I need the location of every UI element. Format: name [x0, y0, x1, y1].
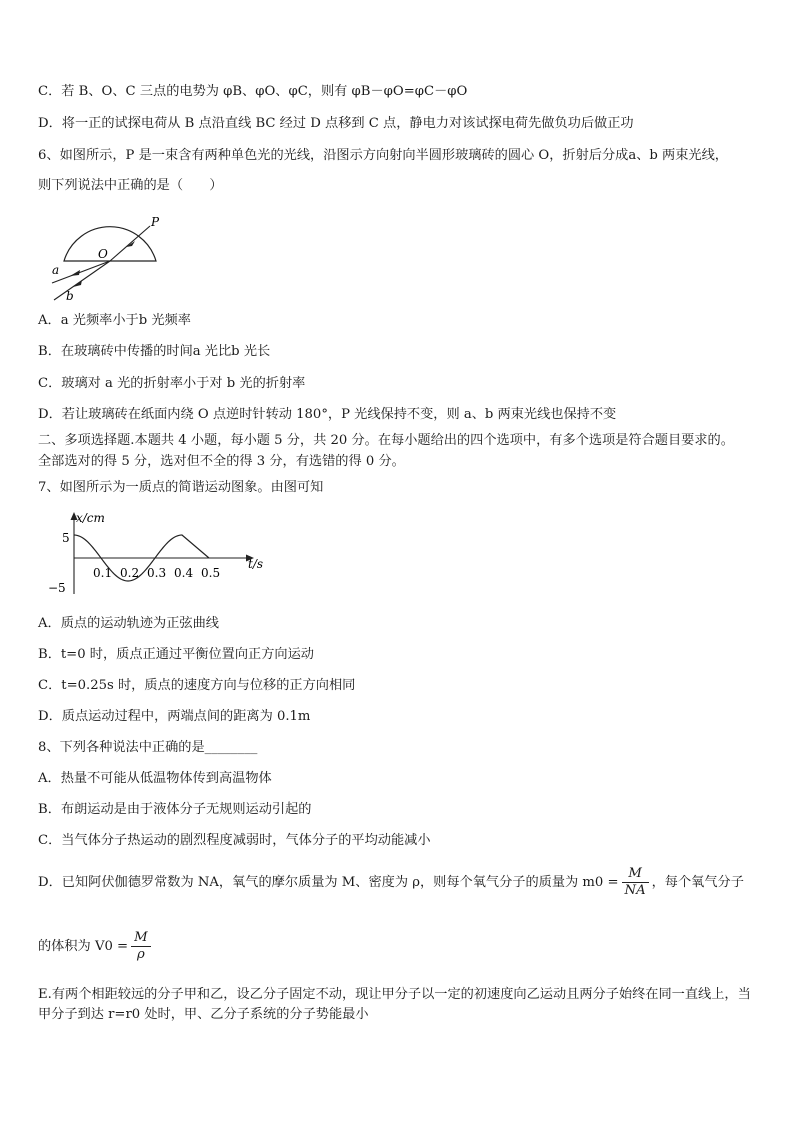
- y-tick-neg5: −5: [48, 581, 66, 595]
- semicircle-glass: [64, 227, 156, 261]
- q7-shm-chart: [40, 506, 280, 602]
- x-tick-0.4: 0.4: [174, 566, 194, 580]
- label-b: b: [66, 289, 74, 303]
- frac2-numerator: M: [131, 930, 151, 947]
- x-axis-label: t/s: [248, 557, 264, 571]
- q6-option-a: A．a 光频率小于b 光频率: [38, 313, 191, 328]
- q8-option-e: E.有两个相距较远的分子甲和乙，设乙分子固定不动，现让甲分子以一定的初速度向乙运动且两分子始终在同一直线上，当甲分子到达 r=r0 处时，甲、乙分子系统的分子势能最小: [38, 987, 751, 1023]
- q6-stem-line1: 6、如图所示，P 是一束含有两种单色光的光线，沿图示方向射向半圆形玻璃砖的圆心 O，折射后分成a、b 两束光线，: [38, 148, 728, 163]
- q7-option-a: A．质点的运动轨迹为正弦曲线: [38, 616, 219, 631]
- frac1-denominator: NA: [624, 882, 646, 898]
- q6-option-c: C．玻璃对 a 光的折射率小于对 b 光的折射率: [38, 376, 306, 391]
- q8-option-a: A．热量不可能从低温物体传到高温物体: [38, 771, 272, 786]
- y-tick-5: 5: [62, 531, 70, 545]
- q8-option-d-text1: D．已知阿伏伽德罗常数为 NA，氧气的摩尔质量为 M、密度为 ρ，则每个氧气分子的质量为 m0 =: [38, 874, 619, 890]
- q7-stem: 7、如图所示为一质点的简谐运动图象。由图可知: [38, 480, 324, 495]
- ray-a-arrow: [70, 270, 80, 276]
- fraction-m-over-rho: [131, 930, 151, 963]
- frac1-numerator: M: [622, 866, 649, 883]
- section-2-scoring: 全部选对的得 5 分，选对但不全的得 3 分，有选错的得 0 分。: [38, 454, 405, 469]
- q8-stem: 8、下列各种说法中正确的是________: [38, 740, 258, 755]
- q7-option-c: C．t=0.25s 时，质点的速度方向与位移的正方向相同: [38, 678, 356, 693]
- q7-option-d: D．质点运动过程中，两端点间的距离为 0.1m: [38, 709, 311, 724]
- q7-option-b: B．t=0 时，质点正通过平衡位置向正方向运动: [38, 647, 314, 662]
- q6-option-b: B．在玻璃砖中传播的时间a 光比b 光长: [38, 344, 271, 359]
- fraction-m-over-na: [622, 866, 649, 899]
- frac2-denominator: ρ: [136, 946, 145, 962]
- label-a: a: [52, 263, 60, 277]
- q8-option-d-line1: [38, 866, 744, 899]
- x-tick-0.1: 0.1: [93, 566, 113, 580]
- incident-arrow: [126, 241, 135, 247]
- q6-option-d: D．若让玻璃砖在纸面内绕 O 点逆时针转动 180°，P 光线保持不变，则 a、b 两束光线也保持不变: [38, 407, 617, 422]
- label-o: O: [98, 247, 108, 261]
- label-p: P: [151, 215, 160, 229]
- refracted-ray-a: [52, 261, 110, 283]
- x-tick-0.2: 0.2: [120, 566, 140, 580]
- x-tick-0.5: 0.5: [201, 566, 221, 580]
- q8-option-d-text2: ，每个氧气分子: [651, 874, 744, 890]
- q6-stem-line2: 则下列说法中正确的是（ ）: [38, 178, 223, 193]
- q6-prism-figure: [40, 208, 170, 304]
- q5-option-d: D．将一正的试探电荷从 B 点沿直线 BC 经过 D 点移到 C 点，静电力对该试探电荷先做负功后做正功: [38, 116, 634, 131]
- q8-option-d-text3: 的体积为 V0 =: [38, 938, 129, 954]
- section-2-heading: 二、多项选择题.本题共 4 小题，每小题 5 分，共 20 分。在每小题给出的四个选项中，有多个选项是符合题目要求的。: [38, 433, 734, 448]
- q8-option-b: B．布朗运动是由于液体分子无规则运动引起的: [38, 802, 312, 817]
- q5-option-c: C．若 B、O、C 三点的电势为 φB、φO、φC，则有 φB－φO=φC－φO: [38, 84, 468, 99]
- y-axis-label: x/cm: [76, 511, 105, 525]
- refracted-ray-b: [54, 261, 110, 300]
- q8-option-c: C．当气体分子热运动的剧烈程度减弱时，气体分子的平均动能减小: [38, 833, 431, 848]
- x-tick-0.3: 0.3: [147, 566, 167, 580]
- q8-option-d-line2: [38, 930, 154, 963]
